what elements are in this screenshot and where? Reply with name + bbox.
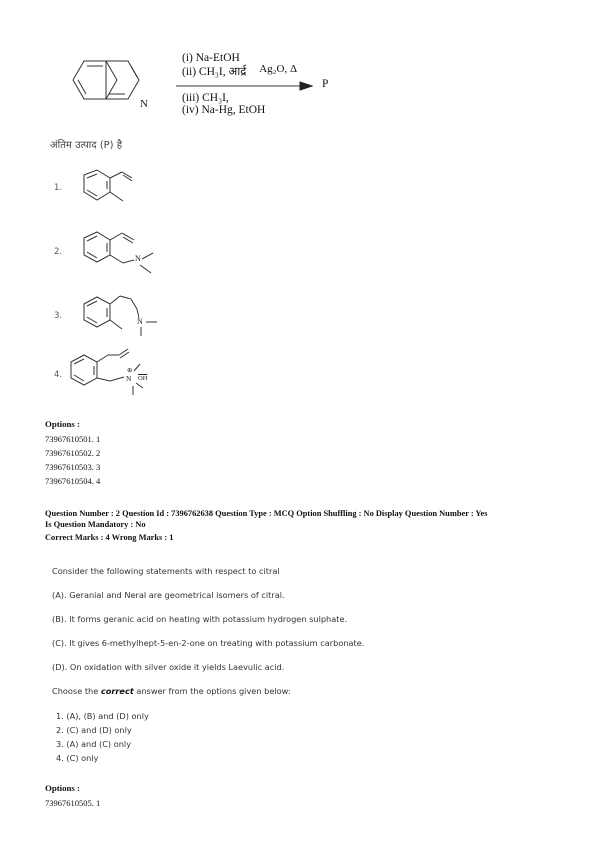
reagent-step-2-silver-oxide: Ag₂O, Δ [259, 63, 298, 75]
question-meta-line-2: Is Question Mandatory : No [45, 520, 146, 529]
choose-instruction [52, 686, 291, 696]
option-item: 73967610504. 4 [45, 476, 101, 486]
statement-b: (B). It forms geranic acid on heating with potassium hydrogen sulphate. [52, 614, 348, 624]
option-item: 73967610505. 1 [45, 798, 101, 808]
answer-option-1: 1. (A), (B) and (D) only [56, 711, 149, 721]
choice-4-hydroxide: $\overline{OH}$ [138, 375, 148, 382]
choice-3-number: 3. [54, 311, 63, 321]
question-meta-line-1: Question Number : 2 Question Id : 7396762638 Question Type : MCQ Option Shuffling : No Display Question Number : Yes [45, 509, 488, 518]
answer-option-2: 2. (C) and (D) only [56, 725, 132, 735]
choice-4-number: 4. [54, 370, 63, 380]
answer-option-3: 3. (A) and (C) only [56, 739, 132, 749]
choice-4-charge-icon: ⊕ [127, 367, 133, 374]
choose-emphasis: correct [100, 686, 134, 696]
question-2-intro: Consider the following statements with respect to citral [52, 566, 280, 576]
reagent-step-1: (i) Na-EtOH [182, 52, 240, 64]
options-title-2: Options : [45, 783, 80, 793]
ring-nitrogen-label: N [140, 98, 148, 110]
choose-suffix: answer from the options given below: [133, 686, 291, 696]
question-meta-line-3: Correct Marks : 4 Wrong Marks : 1 [45, 533, 174, 542]
option-item: 73967610502. 2 [45, 448, 101, 458]
option-item: 73967610501. 1 [45, 434, 101, 444]
choose-prefix: Choose the [52, 686, 101, 696]
product-label: P [322, 78, 329, 90]
choice-2-number: 2. [54, 247, 63, 257]
choice-1-number: 1. [54, 183, 63, 193]
choice-4-nitrogen: N [126, 374, 132, 383]
statement-c: (C). It gives 6-methylhept-5-en-2-one on treating with potassium carbonate. [52, 638, 365, 648]
statement-a: (A). Geranial and Neral are geometrical isomers of citral. [52, 590, 285, 600]
choice-2-nitrogen: N [135, 254, 141, 263]
answer-option-4: 4. (C) only [56, 753, 99, 763]
options-title-1: Options : [45, 419, 80, 429]
reagent-step-2-text: (ii) CH₃I, आर्द्र [182, 66, 247, 78]
reagent-step-3: (iii) CH₃I, [182, 92, 229, 104]
option-item: 73967610503. 3 [45, 462, 101, 472]
statement-d: (D). On oxidation with silver oxide it yields Laevulic acid. [52, 662, 285, 672]
choice-3-nitrogen: N [137, 317, 143, 326]
reagent-step-4: (iv) Na-Hg, EtOH [182, 104, 266, 116]
question-prompt: अंतिम उत्पाद (P) है [50, 140, 123, 151]
